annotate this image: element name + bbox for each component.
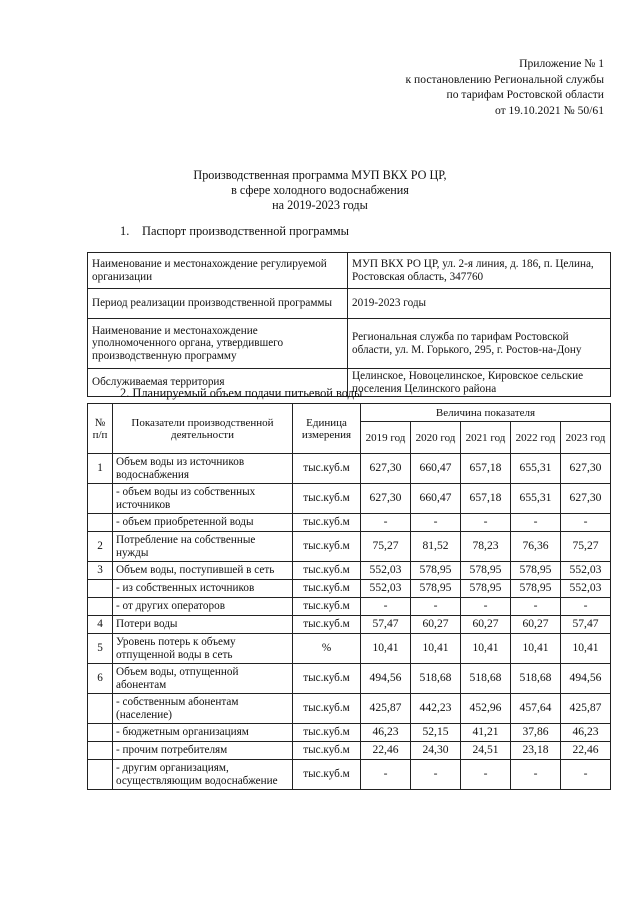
row-value: 578,95 xyxy=(411,580,461,598)
row-value: 518,68 xyxy=(411,664,461,694)
passport-label: Период реализации производственной программы xyxy=(88,289,348,319)
passport-value: 2019-2023 годы xyxy=(348,289,611,319)
table-row xyxy=(88,742,611,760)
table-row xyxy=(88,289,611,319)
row-value: 78,23 xyxy=(461,532,511,562)
table-row xyxy=(88,580,611,598)
table-row xyxy=(88,319,611,369)
header-year: 2022 год xyxy=(511,422,561,454)
row-value: - xyxy=(361,760,411,790)
row-value: 627,30 xyxy=(561,454,611,484)
row-value: 60,27 xyxy=(511,616,561,634)
header-year: 2021 год xyxy=(461,422,511,454)
row-value: 425,87 xyxy=(561,694,611,724)
row-value: 457,64 xyxy=(511,694,561,724)
row-indicator: Объем воды, отпущенной абонентам xyxy=(113,664,293,694)
row-value: 660,47 xyxy=(411,484,461,514)
row-indicator: - прочим потребителям xyxy=(113,742,293,760)
row-indicator: Потери воды xyxy=(113,616,293,634)
row-value: 57,47 xyxy=(561,616,611,634)
row-value: 655,31 xyxy=(511,484,561,514)
row-value: 578,95 xyxy=(461,580,511,598)
row-number xyxy=(88,760,113,790)
row-value: 452,96 xyxy=(461,694,511,724)
row-unit: тыс.куб.м xyxy=(293,694,361,724)
row-indicator: Объем воды, поступившей в сеть xyxy=(113,562,293,580)
row-number xyxy=(88,484,113,514)
row-value: - xyxy=(361,514,411,532)
row-value: 75,27 xyxy=(561,532,611,562)
row-value: 578,95 xyxy=(511,562,561,580)
table-row xyxy=(88,634,611,664)
water-volume-table xyxy=(87,403,611,790)
row-value: 10,41 xyxy=(461,634,511,664)
header-year: 2020 год xyxy=(411,422,461,454)
row-number xyxy=(88,694,113,724)
row-value: 22,46 xyxy=(561,742,611,760)
appendix-header xyxy=(406,56,605,118)
row-number: 2 xyxy=(88,532,113,562)
row-number xyxy=(88,598,113,616)
table-row xyxy=(88,694,611,724)
row-value: 60,27 xyxy=(461,616,511,634)
row-value: - xyxy=(461,598,511,616)
table-row xyxy=(88,532,611,562)
row-indicator: - из собственных источников xyxy=(113,580,293,598)
row-indicator: Уровень потерь к объему отпущенной воды в сеть xyxy=(113,634,293,664)
table-row xyxy=(88,616,611,634)
row-value: 23,18 xyxy=(511,742,561,760)
row-unit: тыс.куб.м xyxy=(293,760,361,790)
table-row xyxy=(88,598,611,616)
row-value: 46,23 xyxy=(561,724,611,742)
volume-table-body xyxy=(88,454,611,790)
appendix-line: от 19.10.2021 № 50/61 xyxy=(494,103,604,117)
header-year: 2023 год xyxy=(561,422,611,454)
row-value: 627,30 xyxy=(561,484,611,514)
row-number xyxy=(88,514,113,532)
row-value: 24,51 xyxy=(461,742,511,760)
row-unit: тыс.куб.м xyxy=(293,724,361,742)
row-number: 1 xyxy=(88,454,113,484)
row-indicator: - от других операторов xyxy=(113,598,293,616)
row-value: 76,36 xyxy=(511,532,561,562)
row-value: - xyxy=(561,760,611,790)
section-1-number: 1. xyxy=(120,224,130,238)
passport-label: Наименование и местонахождение уполномоченного органа, утвердившего производственную программу xyxy=(88,319,348,369)
appendix-line: Приложение № 1 xyxy=(519,57,604,70)
table-row xyxy=(88,562,611,580)
table-row xyxy=(88,514,611,532)
passport-label: Наименование и местонахождение регулируемой организации xyxy=(88,253,348,289)
row-value: 627,30 xyxy=(361,454,411,484)
row-value: - xyxy=(561,598,611,616)
row-indicator: - объем воды из собственных источников xyxy=(113,484,293,514)
row-value: - xyxy=(511,760,561,790)
row-unit: тыс.куб.м xyxy=(293,532,361,562)
table-row xyxy=(88,760,611,790)
passport-value: Региональная служба по тарифам Ростовской области, ул. М. Горького, 295, г. Ростов-на-Дону xyxy=(348,319,611,369)
row-number xyxy=(88,580,113,598)
header-indicator: Показатели производственной деятельности xyxy=(113,404,293,454)
row-unit: % xyxy=(293,634,361,664)
row-unit: тыс.куб.м xyxy=(293,616,361,634)
table-row xyxy=(88,454,611,484)
row-value: 578,95 xyxy=(411,562,461,580)
row-unit: тыс.куб.м xyxy=(293,664,361,694)
row-value: 425,87 xyxy=(361,694,411,724)
row-value: 52,15 xyxy=(411,724,461,742)
row-value: 24,30 xyxy=(411,742,461,760)
row-number xyxy=(88,724,113,742)
row-value: 657,18 xyxy=(461,484,511,514)
row-value: - xyxy=(511,598,561,616)
row-indicator: Потребление на собственные нужды xyxy=(113,532,293,562)
row-number: 4 xyxy=(88,616,113,634)
row-value: - xyxy=(361,598,411,616)
passport-value: Целинское, Новоцелинское, Кировское сельские поселения Целинского района xyxy=(348,369,611,397)
row-value: 494,56 xyxy=(361,664,411,694)
row-value: 552,03 xyxy=(561,562,611,580)
header-unit: Единица измерения xyxy=(293,404,361,454)
row-unit: тыс.куб.м xyxy=(293,742,361,760)
title-line: в сфере холодного водоснабжения xyxy=(231,183,409,197)
row-unit: тыс.куб.м xyxy=(293,580,361,598)
appendix-line: по тарифам Ростовской области xyxy=(446,88,604,101)
row-value: 660,47 xyxy=(411,454,461,484)
table-row xyxy=(88,664,611,694)
passport-value: МУП ВКХ РО ЦР, ул. 2-я линия, д. 186, п. Целина, Ростовская область, 347760 xyxy=(348,253,611,289)
row-value: 518,68 xyxy=(461,664,511,694)
passport-table xyxy=(87,252,611,397)
section-1-heading xyxy=(120,224,349,239)
row-value: - xyxy=(511,514,561,532)
row-value: - xyxy=(461,760,511,790)
header-row xyxy=(88,404,611,422)
row-indicator: - другим организациям, осуществляющим водоснабжение xyxy=(113,760,293,790)
header-num: № п/п xyxy=(88,404,113,454)
row-value: 75,27 xyxy=(361,532,411,562)
row-value: 655,31 xyxy=(511,454,561,484)
row-value: 10,41 xyxy=(411,634,461,664)
row-value: 657,18 xyxy=(461,454,511,484)
row-value: 578,95 xyxy=(511,580,561,598)
table-row xyxy=(88,253,611,289)
row-number: 5 xyxy=(88,634,113,664)
row-value: - xyxy=(411,598,461,616)
appendix-line: к постановлению Региональной службы xyxy=(405,72,604,86)
section-2-heading: 2. Планируемый объем подачи питьевой воды xyxy=(120,386,363,400)
row-unit: тыс.куб.м xyxy=(293,562,361,580)
table-row xyxy=(88,484,611,514)
row-value: 41,21 xyxy=(461,724,511,742)
row-indicator: - собственным абонентам (население) xyxy=(113,694,293,724)
row-value: 81,52 xyxy=(411,532,461,562)
row-value: 57,47 xyxy=(361,616,411,634)
row-value: 627,30 xyxy=(361,484,411,514)
row-indicator: - объем приобретенной воды xyxy=(113,514,293,532)
title-line: Производственная программа МУП ВКХ РО ЦР, xyxy=(193,168,447,182)
row-value: 10,41 xyxy=(561,634,611,664)
row-value: 442,23 xyxy=(411,694,461,724)
row-value: 518,68 xyxy=(511,664,561,694)
row-value: - xyxy=(411,514,461,532)
row-value: 22,46 xyxy=(361,742,411,760)
header-value-group: Величина показателя xyxy=(361,404,611,422)
row-unit: тыс.куб.м xyxy=(293,598,361,616)
title-line: на 2019-2023 годы xyxy=(272,198,368,212)
section-1-title: Паспорт производственной программы xyxy=(142,224,349,238)
row-unit: тыс.куб.м xyxy=(293,454,361,484)
row-indicator: - бюджетным организациям xyxy=(113,724,293,742)
row-value: 37,86 xyxy=(511,724,561,742)
row-value: - xyxy=(461,514,511,532)
header-year: 2019 год xyxy=(361,422,411,454)
row-number: 3 xyxy=(88,562,113,580)
row-value: 46,23 xyxy=(361,724,411,742)
row-number: 6 xyxy=(88,664,113,694)
table-row xyxy=(88,724,611,742)
row-value: 552,03 xyxy=(561,580,611,598)
row-value: 552,03 xyxy=(361,562,411,580)
row-value: - xyxy=(411,760,461,790)
row-unit: тыс.куб.м xyxy=(293,484,361,514)
passport-label: Обслуживаемая территория xyxy=(88,369,348,397)
row-indicator: Объем воды из источников водоснабжения xyxy=(113,454,293,484)
row-value: 10,41 xyxy=(511,634,561,664)
row-value: 552,03 xyxy=(361,580,411,598)
row-number xyxy=(88,742,113,760)
row-value: 494,56 xyxy=(561,664,611,694)
program-title xyxy=(0,168,640,213)
row-unit: тыс.куб.м xyxy=(293,514,361,532)
row-value: 60,27 xyxy=(411,616,461,634)
row-value: 10,41 xyxy=(361,634,411,664)
row-value: - xyxy=(561,514,611,532)
row-value: 578,95 xyxy=(461,562,511,580)
